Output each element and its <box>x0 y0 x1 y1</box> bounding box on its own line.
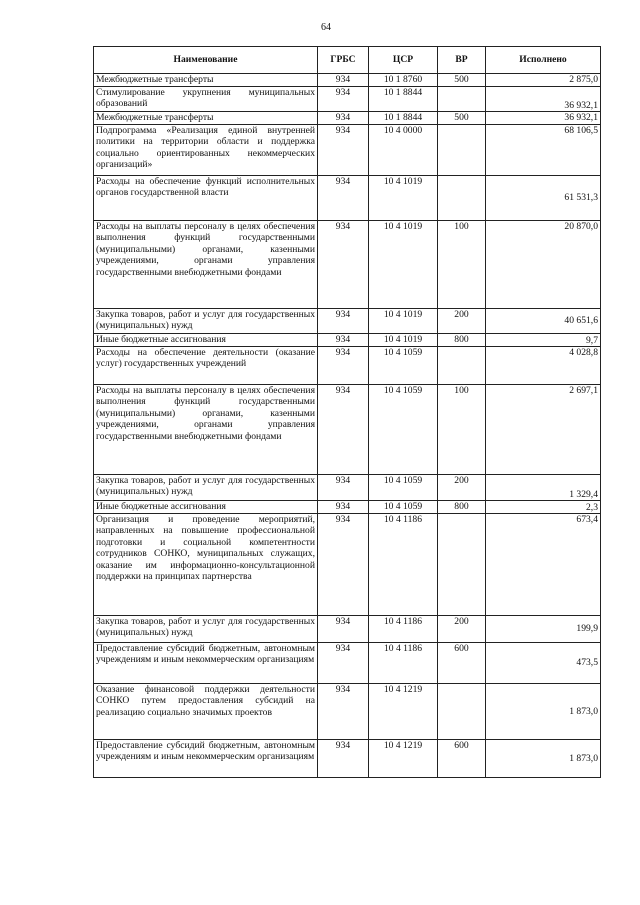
cell-csr: 10 4 1186 <box>369 643 438 684</box>
cell-executed: 1 873,0 <box>486 740 601 778</box>
cell-csr: 10 4 1186 <box>369 616 438 643</box>
cell-grbs: 934 <box>318 684 369 740</box>
table-row <box>94 87 601 112</box>
cell-name: Расходы на обеспечение деятельности (оказание услуг) государственных учреждений <box>94 347 318 385</box>
table-row <box>94 475 601 501</box>
cell-vr: 500 <box>438 74 486 87</box>
cell-csr: 10 4 1019 <box>369 309 438 334</box>
header-grbs: ГРБС <box>318 47 369 74</box>
cell-grbs: 934 <box>318 309 369 334</box>
cell-grbs: 934 <box>318 501 369 514</box>
budget-table <box>93 46 601 778</box>
cell-grbs: 934 <box>318 347 369 385</box>
cell-grbs: 934 <box>318 87 369 112</box>
cell-executed: 61 531,3 <box>486 176 601 221</box>
cell-name: Расходы на выплаты персоналу в целях обеспечения выполнения функций государственными (муниципальными) органами, казенными учреждениями, органами управления государственными внебюджетными фондами <box>94 385 318 475</box>
cell-vr <box>438 125 486 176</box>
cell-name: Предоставление субсидий бюджетным, автономным учреждениям и иным некоммерческим организациям <box>94 643 318 684</box>
table-row <box>94 334 601 347</box>
cell-grbs: 934 <box>318 385 369 475</box>
cell-vr: 600 <box>438 643 486 684</box>
cell-vr: 500 <box>438 112 486 125</box>
cell-vr <box>438 684 486 740</box>
table-body <box>94 74 601 778</box>
cell-name: Межбюджетные трансферты <box>94 112 318 125</box>
table-row <box>94 514 601 616</box>
cell-executed: 36 932,1 <box>486 112 601 125</box>
cell-grbs: 934 <box>318 334 369 347</box>
cell-grbs: 934 <box>318 176 369 221</box>
cell-grbs: 934 <box>318 740 369 778</box>
cell-csr: 10 4 1019 <box>369 221 438 309</box>
cell-csr: 10 1 8760 <box>369 74 438 87</box>
cell-name: Иные бюджетные ассигнования <box>94 501 318 514</box>
cell-executed: 1 873,0 <box>486 684 601 740</box>
cell-name: Расходы на обеспечение функций исполнительных органов государственной власти <box>94 176 318 221</box>
table-row <box>94 616 601 643</box>
cell-vr: 800 <box>438 334 486 347</box>
cell-executed: 40 651,6 <box>486 309 601 334</box>
cell-csr: 10 1 8844 <box>369 112 438 125</box>
cell-executed: 199,9 <box>486 616 601 643</box>
cell-vr: 100 <box>438 385 486 475</box>
cell-vr: 200 <box>438 309 486 334</box>
table-row <box>94 684 601 740</box>
cell-vr <box>438 347 486 385</box>
cell-vr <box>438 176 486 221</box>
cell-csr: 10 4 1019 <box>369 176 438 221</box>
table-row <box>94 501 601 514</box>
cell-name: Закупка товаров, работ и услуг для государственных (муниципальных) нужд <box>94 616 318 643</box>
cell-name: Оказание финансовой поддержки деятельности СОНКО путем предоставления субсидий на реализацию социально значимых проектов <box>94 684 318 740</box>
cell-grbs: 934 <box>318 112 369 125</box>
cell-grbs: 934 <box>318 221 369 309</box>
cell-grbs: 934 <box>318 475 369 501</box>
table-row <box>94 74 601 87</box>
cell-executed: 673,4 <box>486 514 601 616</box>
cell-vr: 600 <box>438 740 486 778</box>
header-executed: Исполнено <box>486 47 601 74</box>
cell-executed: 20 870,0 <box>486 221 601 309</box>
table-row <box>94 385 601 475</box>
cell-csr: 10 4 1019 <box>369 334 438 347</box>
cell-executed: 36 932,1 <box>486 87 601 112</box>
cell-name: Межбюджетные трансферты <box>94 74 318 87</box>
header-csr: ЦСР <box>369 47 438 74</box>
cell-executed: 1 329,4 <box>486 475 601 501</box>
cell-vr: 200 <box>438 475 486 501</box>
table-row <box>94 176 601 221</box>
cell-grbs: 934 <box>318 514 369 616</box>
cell-grbs: 934 <box>318 74 369 87</box>
cell-name: Закупка товаров, работ и услуг для государственных (муниципальных) нужд <box>94 475 318 501</box>
cell-grbs: 934 <box>318 643 369 684</box>
table-row <box>94 112 601 125</box>
cell-name: Закупка товаров, работ и услуг для государственных (муниципальных) нужд <box>94 309 318 334</box>
cell-name: Стимулирование укрупнения муниципальных образований <box>94 87 318 112</box>
cell-csr: 10 1 8844 <box>369 87 438 112</box>
cell-executed: 2 875,0 <box>486 74 601 87</box>
header-row <box>94 47 601 74</box>
cell-executed: 2,3 <box>486 501 601 514</box>
page-number: 64 <box>321 22 331 33</box>
cell-executed: 9,7 <box>486 334 601 347</box>
cell-name: Организация и проведение мероприятий, направленных на повышение профессиональной подготовки и социальной компетентности сотрудников СОНКО, муниципальных служащих, оказание им информационно-консультационной поддержки на принципах партнерства <box>94 514 318 616</box>
table-header <box>94 47 601 74</box>
cell-csr: 10 4 1059 <box>369 501 438 514</box>
cell-executed: 2 697,1 <box>486 385 601 475</box>
cell-name: Расходы на выплаты персоналу в целях обеспечения выполнения функций государственными (муниципальными) органами, казенными учреждениями, органами управления государственными внебюджетными фондами <box>94 221 318 309</box>
cell-grbs: 934 <box>318 616 369 643</box>
table-row <box>94 125 601 176</box>
cell-name: Иные бюджетные ассигнования <box>94 334 318 347</box>
cell-vr <box>438 87 486 112</box>
header-vr: ВР <box>438 47 486 74</box>
cell-csr: 10 4 1186 <box>369 514 438 616</box>
cell-csr: 10 4 1059 <box>369 475 438 501</box>
cell-executed: 4 028,8 <box>486 347 601 385</box>
cell-name: Подпрограмма «Реализация единой внутренней политики на территории области и поддержка социально ориентированных некоммерческих организаций» <box>94 125 318 176</box>
table-row <box>94 221 601 309</box>
cell-csr: 10 4 1219 <box>369 684 438 740</box>
header-name: Наименование <box>94 47 318 74</box>
cell-csr: 10 4 1059 <box>369 385 438 475</box>
cell-csr: 10 4 1219 <box>369 740 438 778</box>
cell-vr: 100 <box>438 221 486 309</box>
table-row <box>94 309 601 334</box>
cell-csr: 10 4 1059 <box>369 347 438 385</box>
table-row <box>94 643 601 684</box>
cell-name: Предоставление субсидий бюджетным, автономным учреждениям и иным некоммерческим организациям <box>94 740 318 778</box>
cell-executed: 473,5 <box>486 643 601 684</box>
cell-executed: 68 106,5 <box>486 125 601 176</box>
table-row <box>94 347 601 385</box>
cell-csr: 10 4 0000 <box>369 125 438 176</box>
cell-vr <box>438 514 486 616</box>
table-row <box>94 740 601 778</box>
cell-vr: 800 <box>438 501 486 514</box>
cell-grbs: 934 <box>318 125 369 176</box>
cell-vr: 200 <box>438 616 486 643</box>
